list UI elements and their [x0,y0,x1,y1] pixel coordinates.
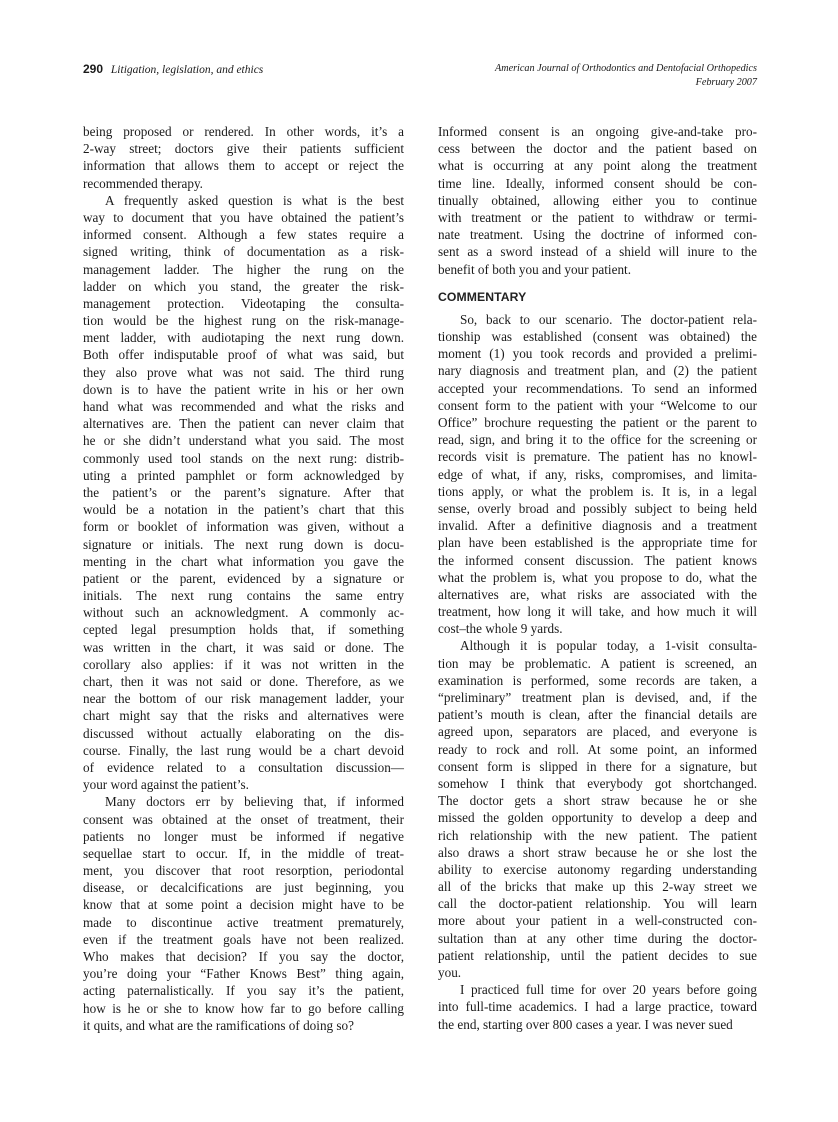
text-line: Who makes that decision? If you say the doctor, [83,949,404,964]
text-line: chart might say that the risks and alternatives were [83,708,404,724]
text-line: management ladder. The higher the rung on the [83,261,404,277]
text-line: “preliminary” treatment plan is devised, and, if the [438,690,757,705]
text-line: the patient’s or the parent’s signature. After that [83,484,404,500]
section-title: Litigation, legislation, and ethics [110,64,264,76]
text-line: rich relationship with the new patient. The patient [438,827,757,843]
text-line: what the problem is, what you propose to do, what the [438,569,757,585]
text-line: tion would be the highest rung on the risk-manage- [83,313,404,329]
text-line: acting paternalistically. If you say it’s the patient, [83,983,404,999]
text-line: signature or initials. The next rung down is docu- [83,536,404,552]
text-line: disease, or decalcifications are just beginning, you [83,880,404,896]
running-head-right [495,62,757,89]
text-line: Although it is popular today, a 1-visit consulta- [460,638,757,654]
text-line: of evidence related to a consultation discussion— [83,759,404,775]
text-line: edge of what, if any, risks, compromises, and limita- [438,466,757,482]
text-line: examination is performed, some records are taken, a [438,672,757,688]
right-column-intro [438,123,757,278]
text-line: know that at some point a decision might have to be [83,897,404,913]
right-column-body [438,311,757,1033]
page-number: 290 [83,62,104,76]
text-line: ability to exercise autonomy regarding understanding [438,861,757,877]
text-line: treatment, how long it will take, and how much it will [438,604,757,620]
text-line: somehow I think that everybody got shortchanged. [438,775,757,791]
text-line: ladder on which you stand, the greater the risk- [83,278,404,294]
text-line: patient’s mouth is clean, after the financial details are [438,707,757,723]
text-line: patients no longer must be informed if negative [83,828,404,844]
text-line: ment ladder, with audiotaping the next rung down. [83,330,404,346]
section-heading-commentary: COMMENTARY [438,289,527,304]
right-column [438,123,757,1033]
text-line: signed writing, think of documentation as a risk- [83,244,404,260]
text-line: Informed consent is an ongoing give-and-take pro- [438,124,757,139]
text-line: without such an acknowledgment. A commonly ac- [83,605,404,621]
text-line: Many doctors err by believing that, if informed [105,794,404,810]
text-line: made to discontinue active treatment prematurely, [83,914,404,930]
text-line: call the doctor-patient relationship. You will learn [438,896,757,912]
text-line: ready to rock and roll. At some point, an informed [438,741,757,757]
text-line: cost–the whole 9 yards. [438,621,563,637]
text-line: more about your patient in a well-constructed con- [438,913,757,929]
text-line: chart, then it was not said or done. Therefore, as we [83,674,404,689]
text-line: accepted your recommendations. To send an informed [438,380,757,396]
text-line: you’re doing your “Father Knows Best” thing again, [83,966,404,982]
text-line: consent form is slipped in there for a signature, but [438,758,757,774]
text-line: invalid. After a definitive diagnosis and a treatment [438,518,757,534]
text-line: sequellae start to occur. If, in the middle of treat- [83,845,404,861]
text-line: nary diagnosis and treatment plan, and (2) the patient [438,363,757,379]
text-line: way to document that you have obtained the patient’s [83,209,404,225]
text-line: management protection. Videotaping the consulta- [83,295,404,311]
text-line: sent as a sword instead of a shield will inure to the [438,244,757,260]
text-line: informed consent. Although a few states require a [83,227,404,243]
issue-date: February 2007 [695,76,757,88]
text-line: nate treatment. Using the doctrine of informed con- [438,227,757,243]
running-head-left [83,62,263,77]
text-line: I practiced full time for over 20 years before going [460,982,757,998]
text-line: sense, overly broad and possibly subject to being held [438,500,757,516]
text-line: even if the treatment goals have not been realized. [83,931,404,947]
text-line: read, sign, and bring it to the office for the screening or [438,432,757,448]
text-line: moment (1) you took records and provided a prelimi- [438,346,757,362]
text-line: all of the bricks that make up this 2-way street we [438,879,757,895]
text-line: 2-way street; doctors give their patients sufficient [83,141,404,157]
text-line: into full-time academics. I had a large practice, toward [438,999,757,1015]
text-line: menting in the chart what information you gave the [83,553,404,569]
text-line: being proposed or rendered. In other words, it’s a [83,124,404,139]
text-line: agreed upon, separators are placed, and everyone is [438,724,757,740]
text-line: alternatives are, what risks are associated with the [438,586,757,602]
text-line: Both offer indisputable proof of what was said, but [83,347,404,363]
text-line: would be a notation in the patient’s chart that this [83,502,404,518]
text-line: patient relationship, until the patient decides to sue [438,947,757,963]
text-line: tinually obtained, allowing either you to continue [438,192,757,208]
text-line: the informed consent discussion. The patient knows [438,552,757,568]
text-line: tion may be problematic. A patient is screened, an [438,655,757,671]
text-line: it quits, and what are the ramifications of doing so? [83,1017,355,1033]
text-line: what is occurring at any point along the treatment [438,158,757,174]
text-line: uting a printed pamphlet or form acknowledged by [83,467,404,483]
text-line: discussed without actually elaborating on the dis- [83,725,404,741]
text-line: recommended therapy. [83,175,203,191]
running-head [83,62,757,96]
text-line: sultation than at any other time during the doctor- [438,930,757,946]
text-line: also draws a short straw because he or she lost the [438,844,757,860]
text-line: he or she didn’t understand what you said. The most [83,433,404,449]
text-line: time line. Ideally, informed consent should be con- [438,175,757,191]
text-line: tionship was established (consent was obtained) the [438,329,757,345]
text-line: information that allows them to accept or reject the [83,158,404,174]
text-line: your word against the patient’s. [83,777,249,793]
text-line: cess between the doctor and the patient based on [438,141,757,157]
text-line: A frequently asked question is what is the best [105,192,404,208]
text-line: commonly used tool stands on the next rung: distrib- [83,450,404,466]
text-line: missed the golden opportunity to develop a deep and [438,810,757,826]
text-line: tions apply, or what the problem is. It is, in a legal [438,483,757,499]
text-line: consent was obtained at the onset of treatment, their [83,811,404,827]
text-line: corollary also applies: if it was not written in the [83,656,404,672]
text-line: form or booklet of information was given, without a [83,519,404,535]
left-column [83,123,404,1034]
text-line: patient or the parent, evidenced by a signature or [83,570,404,586]
text-line: the end, starting over 800 cases a year. I was never sued [438,1016,733,1032]
text-line: plan have been established is the appropriate time for [438,535,757,551]
text-line: records visit is premature. The patient has no knowl- [438,449,757,465]
text-line: cepted legal presumption holds that, if something [83,622,404,638]
text-line: benefit of both you and your patient. [438,261,632,277]
text-line: Office” brochure requesting the patient or the parent to [438,415,757,430]
text-line: So, back to our scenario. The doctor-patient rela- [460,311,757,327]
text-line: ment, you discover that root resorption, periodontal [83,863,404,879]
journal-title: American Journal of Orthodontics and Dentofacial Orthopedics [494,63,757,74]
text-line: you. [438,965,462,980]
text-line: alternatives are. Then the patient can never claim that [83,416,404,432]
text-line: they also prove what was not said. The third rung [83,364,404,380]
text-line: with treatment or the patient to withdraw or termi- [438,209,757,225]
text-line: course. Finally, the last rung would be a chart devoid [83,742,404,758]
text-line: was written in the chart, it was said or done. The [83,639,404,655]
text-line: down is to have the patient write in his or her own [83,381,404,397]
text-line: near the bottom of our risk management ladder, your [83,691,404,707]
text-line: hand what was recommended and what the risks and [83,399,404,414]
text-line: The doctor gets a short straw because he or she [438,793,757,809]
text-line: how is he or she to know how far to go before calling [83,1000,404,1016]
text-line: consent form to the patient with your “Welcome to our [438,397,757,413]
text-line: initials. The next rung contains the same entry [83,588,404,604]
